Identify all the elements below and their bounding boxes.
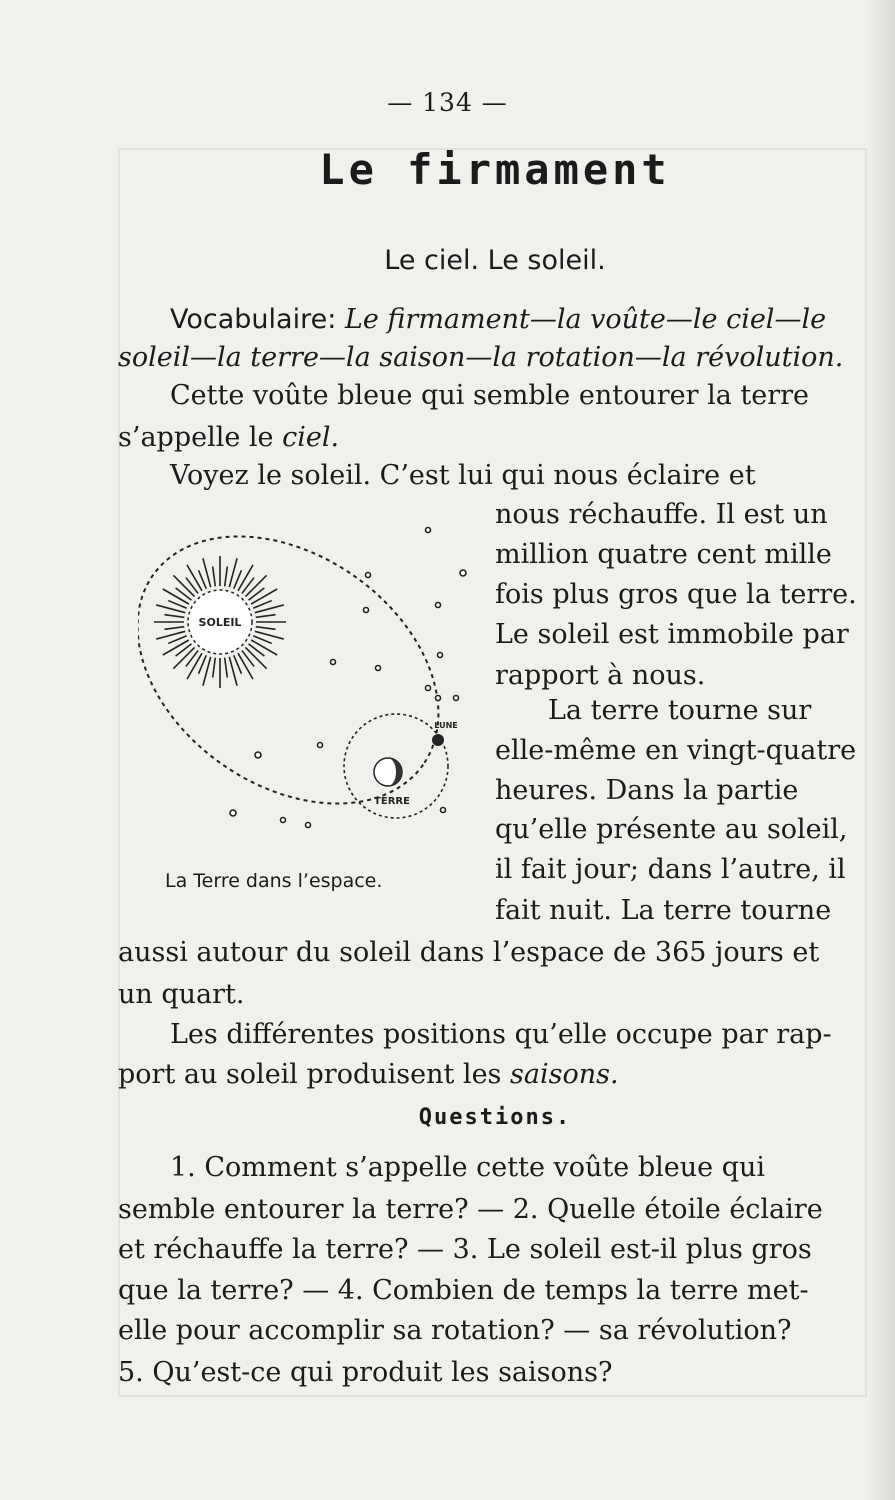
earth-icon: [374, 758, 402, 786]
question-line: 5. Qu’est-ce qui produit les saisons?: [118, 1357, 613, 1388]
vocabulary-line-2: soleil—la terre—la saison—la rotation—la révolution.: [118, 342, 844, 373]
paragraph-2-wrapped-line: Le soleil est immobile par: [495, 619, 849, 650]
paragraph-4-text: port au soleil produisent les: [118, 1059, 510, 1090]
paragraph-3-wrapped-line: il fait jour; dans l’autre, il: [495, 854, 846, 885]
paragraph-3-line: aussi autour du soleil dans l’espace de 365 jours et: [118, 937, 820, 968]
vocabulary-terms-1: Le firmament—la voûte—le ciel—le: [344, 304, 827, 335]
sun-ray: [164, 615, 184, 618]
sun-label: SOLEIL: [198, 616, 242, 629]
earth-label: TERRE: [374, 796, 410, 807]
page-title: Le firmament: [319, 145, 671, 194]
sun-ray: [225, 658, 228, 678]
paragraph-2-wrapped-line: fois plus gros que la terre.: [495, 579, 857, 610]
sun-ray: [238, 653, 253, 679]
question-line: elle pour accomplir sa rotation? — sa révolution?: [118, 1315, 792, 1346]
sun-ray: [238, 565, 253, 591]
sun-ray: [256, 615, 276, 618]
space-illustration: [138, 520, 478, 840]
sun-ray: [251, 640, 277, 655]
paragraph-1-line-2: [118, 420, 339, 456]
paragraph-1-text: s’appelle le: [118, 422, 283, 453]
sun-ray: [163, 589, 189, 604]
page-edge-shadow: [867, 0, 895, 1500]
paragraph-4-italic: saisons.: [510, 1059, 619, 1090]
paragraph-4-line-1: Les différentes positions qu’elle occupe par rap-: [170, 1019, 832, 1050]
page-number: — 134 —: [387, 88, 508, 117]
question-line: que la terre? — 4. Combien de temps la terre met-: [118, 1275, 809, 1306]
paragraph-3-wrapped-line: fait nuit. La terre tourne: [495, 895, 832, 926]
sun-ray: [225, 566, 228, 586]
question-line: 1. Comment s’appelle cette voûte bleue qui: [170, 1152, 766, 1183]
figure-caption: La Terre dans l’espace.: [165, 870, 383, 892]
question-line: semble entourer la terre? — 2. Quelle étoile éclaire: [118, 1194, 823, 1225]
paragraph-3-wrapped-line: heures. Dans la partie: [495, 775, 799, 806]
paragraph-2-wrapped-line: million quatre cent mille: [495, 539, 832, 570]
sun-ray: [187, 565, 202, 591]
paragraph-2-line-1: Voyez le soleil. C’est lui qui nous éclaire et: [170, 460, 756, 491]
sun-ray: [213, 658, 216, 678]
question-line: et réchauffe la terre? — 3. Le soleil est-il plus gros: [118, 1234, 812, 1265]
paragraph-3-wrapped-line: qu’elle présente au soleil,: [495, 814, 848, 845]
paragraph-3-line: un quart.: [118, 979, 245, 1010]
paragraph-2-wrapped-line: nous réchauffe. Il est un: [495, 499, 828, 530]
questions-heading: Questions.: [418, 1105, 572, 1130]
paragraph-3-wrapped-line: La terre tourne sur: [548, 695, 812, 726]
space-illustration-svg: [138, 520, 478, 840]
sun-ray: [251, 589, 277, 604]
vocabulary-label: Vocabulaire:: [170, 304, 337, 335]
paragraph-3-wrapped-line: elle-même en vingt-quatre: [495, 735, 857, 766]
moon-label: LUNE: [434, 721, 458, 730]
paragraph-1-italic: ciel.: [282, 422, 340, 453]
sun-ray: [213, 566, 216, 586]
page-subtitle: Le ciel. Le soleil.: [384, 245, 606, 276]
moon-icon: [432, 734, 444, 746]
vocabulary-line-1: [170, 302, 826, 338]
sun-ray: [256, 627, 276, 630]
sun-ray: [163, 640, 189, 655]
sun-ray: [164, 627, 184, 630]
paragraph-2-wrapped-line: rapport à nous.: [495, 660, 706, 691]
paragraph-1-line-1: Cette voûte bleue qui semble entourer la terre: [170, 380, 810, 411]
sun-ray: [187, 653, 202, 679]
paragraph-4-line-2: [118, 1057, 619, 1093]
